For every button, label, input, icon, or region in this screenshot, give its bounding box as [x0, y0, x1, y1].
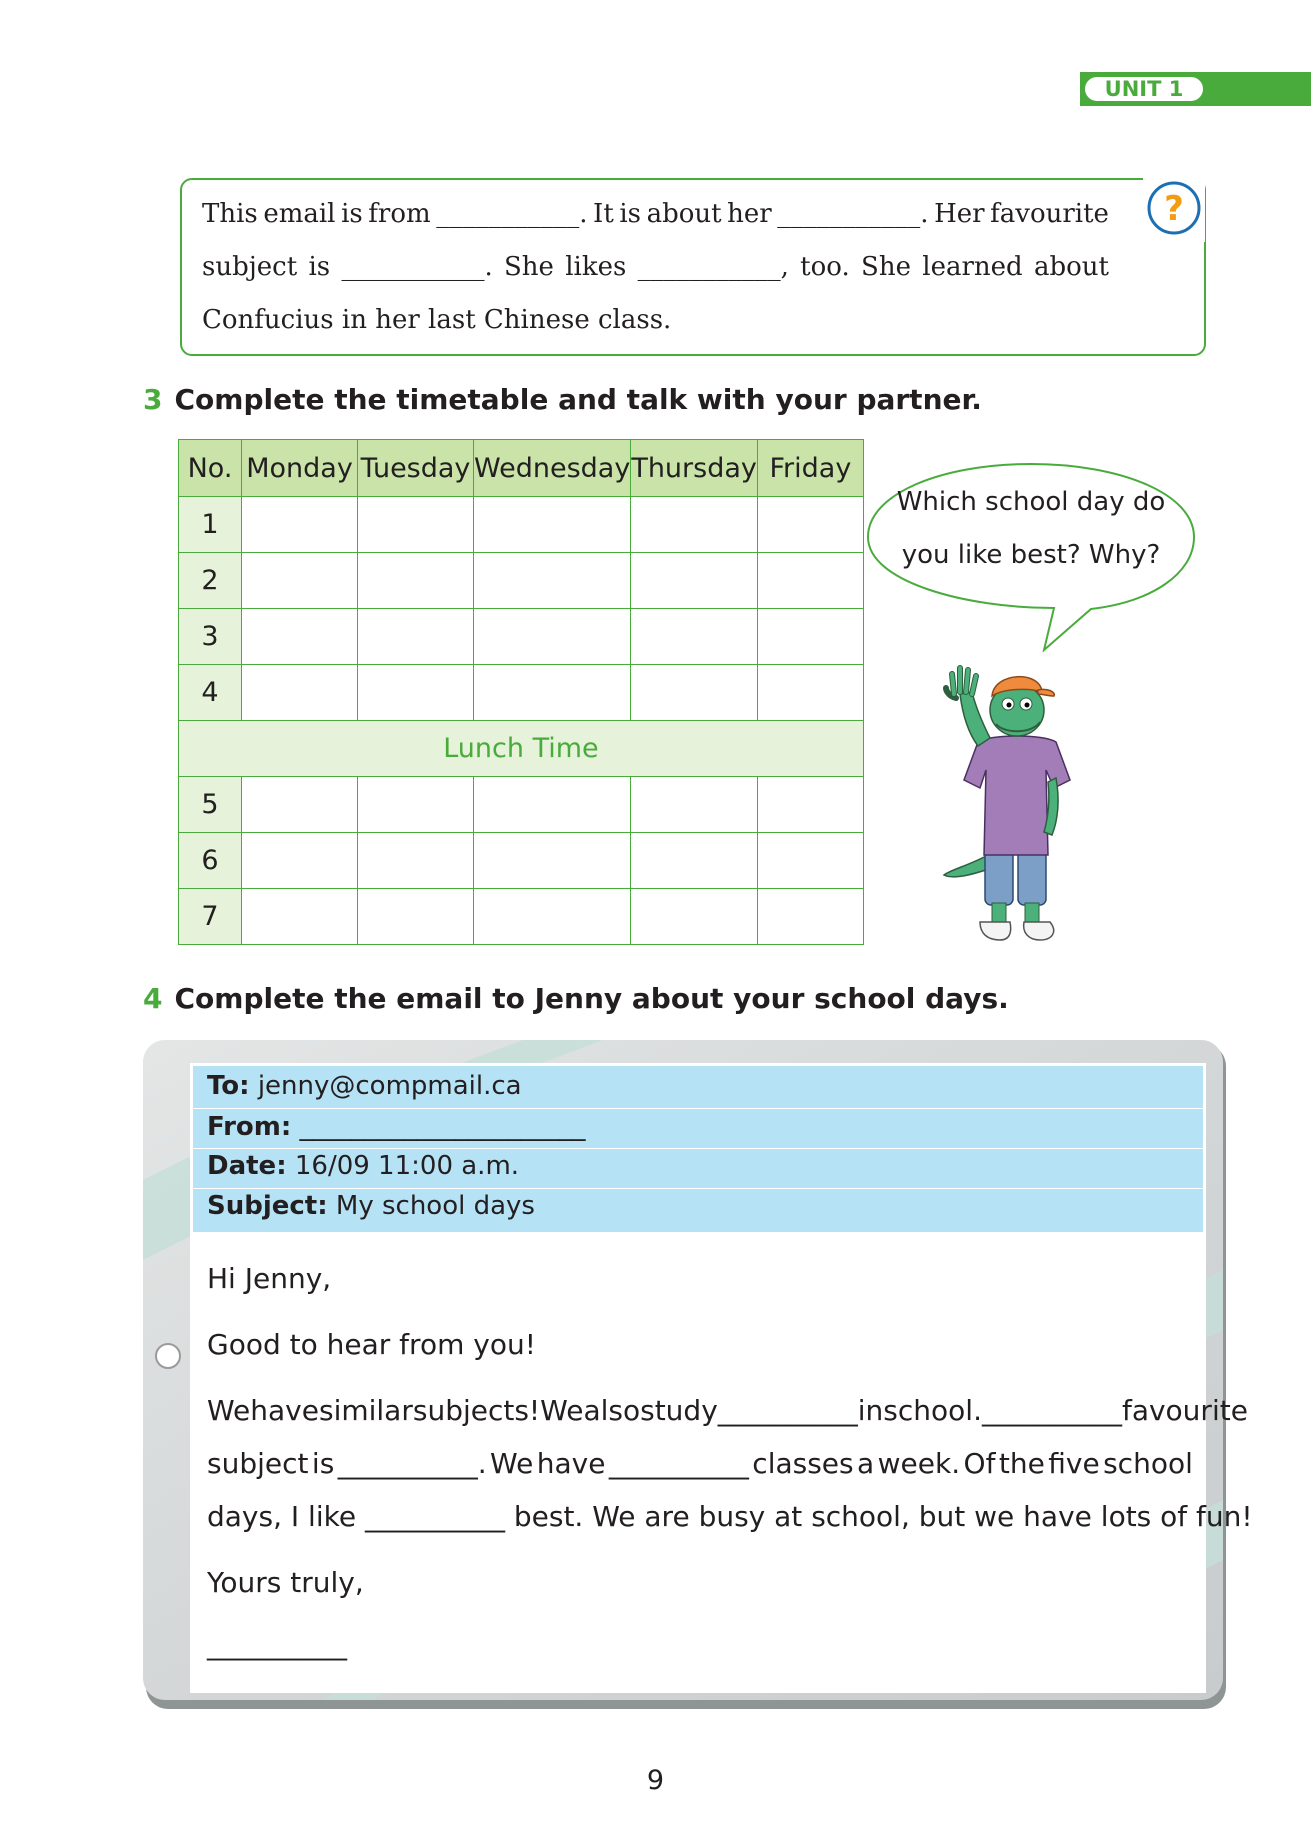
- timetable-cell[interactable]: [242, 497, 358, 553]
- timetable-cell[interactable]: [474, 609, 631, 665]
- header-cell: Thursday: [631, 440, 758, 497]
- word: the: [998, 1447, 1045, 1480]
- word: about: [1033, 252, 1109, 282]
- timetable-cell[interactable]: [474, 889, 631, 945]
- word: from: [368, 199, 431, 229]
- dinosaur-character-illustration: [940, 660, 1080, 945]
- word: also: [583, 1394, 641, 1427]
- email-paragraph-line-1: [207, 1394, 1248, 1427]
- word: likes: [565, 252, 627, 282]
- word: She: [861, 252, 911, 282]
- email-closing: Yours truly,: [207, 1566, 364, 1599]
- subject-value: My school days: [335, 1191, 535, 1221]
- word: have: [250, 1394, 319, 1427]
- period-number: 2: [179, 553, 242, 609]
- timetable-cell[interactable]: [358, 833, 474, 889]
- timetable-cell[interactable]: [631, 665, 758, 721]
- task-text: Complete the email to Jenny about your school days.: [174, 982, 1009, 1015]
- summary-line-3: Confucius in her last Chinese class.: [202, 305, 672, 335]
- word: favourite: [990, 199, 1109, 229]
- summary-line-2: [202, 252, 1109, 282]
- timetable-cell[interactable]: [757, 777, 863, 833]
- word: classes: [752, 1447, 854, 1480]
- word: We: [490, 1447, 534, 1480]
- task-number: 4: [143, 982, 163, 1015]
- word: favourite: [1121, 1394, 1248, 1427]
- timetable-cell[interactable]: [242, 833, 358, 889]
- word: It: [593, 199, 614, 229]
- timetable-cell[interactable]: [358, 777, 474, 833]
- from-label: From:: [207, 1112, 292, 1142]
- word: is: [619, 199, 641, 229]
- timetable-cell[interactable]: [631, 889, 758, 945]
- word: subject: [207, 1447, 309, 1480]
- bubble-line-1: Which school day do: [896, 487, 1166, 517]
- period-number: 7: [179, 889, 242, 945]
- timetable-cell[interactable]: [631, 777, 758, 833]
- word: We: [540, 1394, 584, 1427]
- date-label: Date:: [207, 1151, 287, 1181]
- svg-text:?: ?: [1164, 189, 1184, 229]
- word: subject: [202, 252, 298, 282]
- word: week.: [877, 1447, 961, 1480]
- from-input[interactable]: ______________________: [299, 1112, 586, 1142]
- page-number: 9: [646, 1765, 665, 1796]
- word: email: [263, 199, 336, 229]
- date-value: 16/09 11:00 a.m.: [294, 1151, 520, 1181]
- period-number: 1: [179, 497, 242, 553]
- email-from-row: [207, 1112, 586, 1142]
- timetable-cell[interactable]: [757, 553, 863, 609]
- header-cell: No.: [179, 440, 242, 497]
- timetable-cell[interactable]: [242, 553, 358, 609]
- email-date-row: [207, 1151, 519, 1181]
- tablet-home-button[interactable]: [155, 1343, 181, 1369]
- task-text: Complete the timetable and talk with your partner.: [174, 383, 982, 416]
- timetable: [178, 439, 864, 945]
- unit-label: UNIT 1: [1082, 74, 1206, 104]
- period-number: 6: [179, 833, 242, 889]
- timetable-cell[interactable]: [358, 665, 474, 721]
- timetable-cell[interactable]: [474, 553, 631, 609]
- to-value: jenny@compmail.ca: [257, 1071, 522, 1101]
- word: She: [503, 252, 554, 282]
- email-opening: Good to hear from you!: [207, 1328, 536, 1361]
- timetable-cell[interactable]: [358, 889, 474, 945]
- answer-blank[interactable]: ___________.: [341, 252, 493, 282]
- timetable-cell[interactable]: [358, 497, 474, 553]
- word: five: [1048, 1447, 1100, 1480]
- word: Her: [934, 199, 985, 229]
- word: is: [311, 1447, 335, 1480]
- word: school.: [883, 1394, 982, 1427]
- summary-line-1: [202, 199, 1109, 229]
- timetable-cell[interactable]: [757, 833, 863, 889]
- header-cell: Wednesday: [474, 440, 631, 497]
- answer-blank[interactable]: __________: [717, 1394, 858, 1427]
- timetable-cell[interactable]: [757, 889, 863, 945]
- timetable-cell[interactable]: [358, 553, 474, 609]
- to-label: To:: [207, 1071, 250, 1101]
- timetable-cell[interactable]: [631, 833, 758, 889]
- header-cell: Friday: [757, 440, 863, 497]
- answer-blank[interactable]: __________.: [337, 1447, 487, 1480]
- task-3-heading: [143, 383, 982, 416]
- timetable-cell[interactable]: [242, 665, 358, 721]
- timetable-cell[interactable]: [474, 777, 631, 833]
- timetable-cell[interactable]: [757, 497, 863, 553]
- timetable-cell[interactable]: [631, 553, 758, 609]
- timetable-cell[interactable]: [631, 497, 758, 553]
- email-greeting: Hi Jenny,: [207, 1262, 332, 1295]
- subject-label: Subject:: [207, 1191, 328, 1221]
- task-4-heading: [143, 982, 1009, 1015]
- word: too.: [800, 252, 850, 282]
- word: Of: [963, 1447, 996, 1480]
- timetable-cell[interactable]: [757, 609, 863, 665]
- word: study: [640, 1394, 718, 1427]
- task-number: 3: [143, 383, 163, 416]
- email-paragraph-line-2: [207, 1447, 1193, 1480]
- bubble-line-2: you like best? Why?: [901, 540, 1161, 570]
- word: is: [341, 199, 363, 229]
- header-cell: Monday: [242, 440, 358, 497]
- word: have: [536, 1447, 606, 1480]
- timetable-cell[interactable]: [474, 833, 631, 889]
- word: learned: [922, 252, 1023, 282]
- period-number: 3: [179, 609, 242, 665]
- timetable-cell[interactable]: [358, 609, 474, 665]
- header-cell: Tuesday: [358, 440, 474, 497]
- timetable-cell[interactable]: [631, 609, 758, 665]
- lunch-row: Lunch Time: [179, 721, 864, 777]
- word: We: [207, 1394, 251, 1427]
- word: This: [202, 199, 258, 229]
- period-number: 5: [179, 777, 242, 833]
- word: her: [727, 199, 772, 229]
- period-number: 4: [179, 665, 242, 721]
- word: about: [646, 199, 722, 229]
- email-subject-row: [207, 1191, 535, 1221]
- answer-blank[interactable]: ___________.: [436, 199, 588, 229]
- timetable-cell[interactable]: [474, 665, 631, 721]
- word: school: [1103, 1447, 1193, 1480]
- email-paragraph-line-3: days, I like __________ best. We are busy at school, but we have lots of fun!: [207, 1500, 1253, 1533]
- question-mark-icon: [1146, 180, 1202, 236]
- word: subjects!: [412, 1394, 541, 1427]
- timetable-cell[interactable]: [474, 497, 631, 553]
- timetable-cell[interactable]: [757, 665, 863, 721]
- answer-blank[interactable]: __________: [981, 1394, 1122, 1427]
- word: is: [308, 252, 331, 282]
- word: in: [857, 1394, 884, 1427]
- answer-blank[interactable]: __________: [608, 1447, 749, 1480]
- answer-blank[interactable]: ___________,: [637, 252, 789, 282]
- timetable-cell[interactable]: [242, 889, 358, 945]
- answer-blank[interactable]: ___________.: [777, 199, 929, 229]
- word: a: [857, 1447, 875, 1480]
- email-to-row: [207, 1071, 522, 1101]
- timetable-cell[interactable]: [242, 777, 358, 833]
- timetable-cell[interactable]: [242, 609, 358, 665]
- word: similar: [318, 1394, 413, 1427]
- email-signature-blank[interactable]: __________: [207, 1628, 347, 1661]
